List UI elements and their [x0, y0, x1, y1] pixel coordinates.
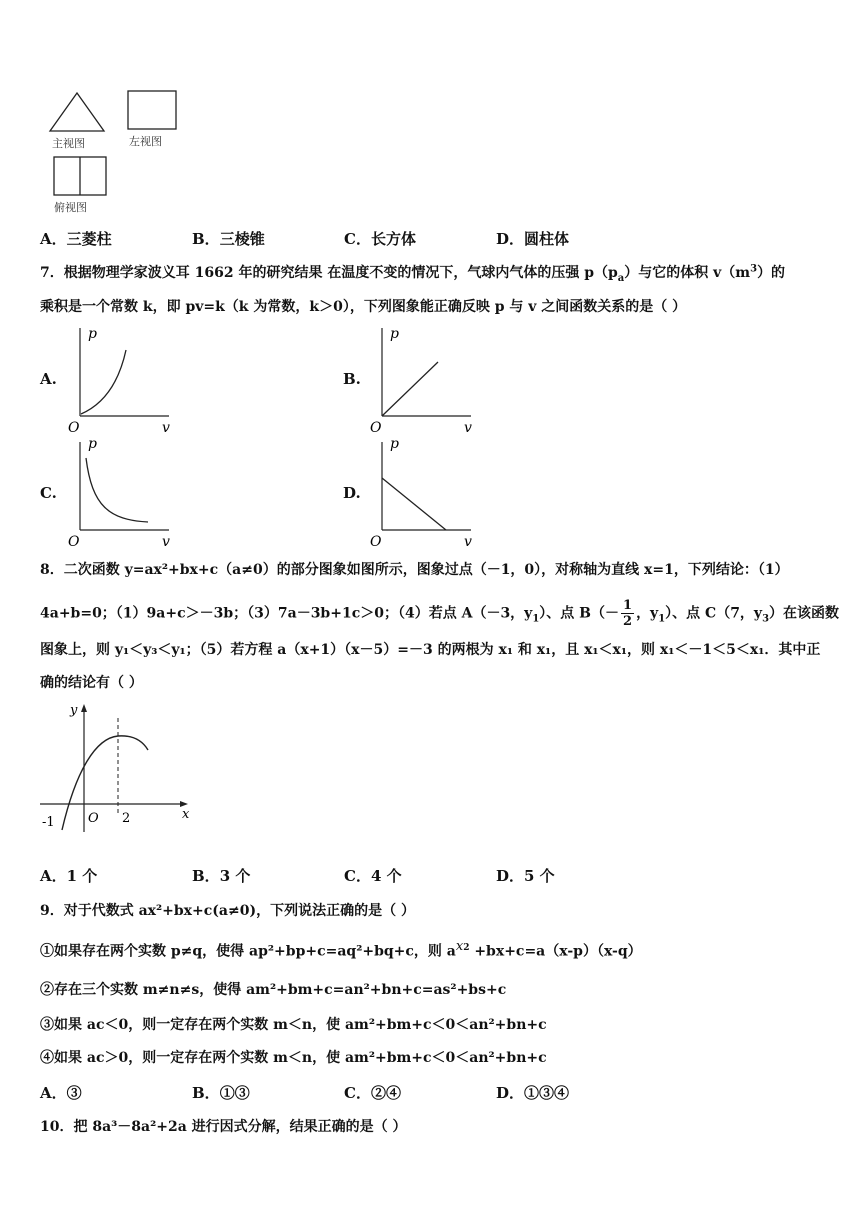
svg-text:O: O: [370, 420, 382, 434]
svg-text:p: p: [390, 326, 399, 342]
axis-y-label: y: [70, 703, 78, 718]
q8-parabola-graph: [36, 700, 201, 838]
q9-option-d: D．①③④: [496, 1084, 570, 1102]
origin-label: O: [88, 811, 99, 826]
svg-text:v: v: [162, 534, 170, 548]
svg-text:p: p: [88, 436, 97, 452]
q8-stem-line2: 4a+b=0；（1）9a+c＞－3b；（3）7a－3b+1c＞0；（4）若点 A（－3，$y_1$）、点 B（－ $\frac{1}{2}$ ，$y_1$）、点 C（7，$y_3$）在该函数: [40, 598, 840, 629]
fraction-one-half: $\frac{1}{2}$: [623, 598, 633, 629]
front-view-caption: 主视图: [52, 137, 85, 150]
axis-v-label: v: [162, 420, 170, 434]
svg-text:O: O: [370, 534, 382, 548]
q6-option-c: C．长方体: [344, 230, 416, 248]
q8-option-a: A．1 个: [40, 867, 98, 885]
q9-statement-4: ④如果 ac＞0，则一定存在两个实数 m＜n，使 am²+bm+c＜0＜an²+bn+c: [40, 1050, 547, 1066]
q6-option-d: D．圆柱体: [496, 230, 570, 248]
svg-text:v: v: [464, 420, 472, 434]
q9-statement-1: ①如果存在两个实数 p≠q，使得 ap²+bp+c=aq²+bq+c，则 $a^{x2} +bx+c=a(x-p)(x-q)$: [40, 939, 642, 960]
axis-p-label: p: [88, 326, 97, 342]
axis-x-label: x: [182, 807, 190, 822]
q7-option-a-label: A.: [40, 370, 57, 388]
q7-graph-a: [64, 322, 176, 434]
q7-option-d-label: D.: [343, 484, 361, 502]
q10-stem: 10．把 8a³－8a²+2a 进行因式分解，结果正确的是（ ）: [40, 1119, 407, 1135]
svg-text:v: v: [464, 534, 472, 548]
q8-option-c: C．4 个: [344, 867, 402, 885]
q9-stem: 9．对于代数式 ax²+bx+c(a≠0)，下列说法正确的是（ ）: [40, 903, 415, 919]
q7-graph-d: [366, 436, 478, 548]
q8-stem-line3: 图象上，则 y₁＜y₃＜y₁；（5）若方程 a（x+1）（x－5）=－3 的两根为 x₁ 和 x₁，且 x₁＜x₁，则 x₁＜－1＜5＜x₁．其中正: [40, 642, 821, 658]
q8-option-b: B．3 个: [192, 867, 251, 885]
q9-option-c: C．②④: [344, 1084, 401, 1102]
q8-stem-line1: 8．二次函数 y=ax²+bx+c（a≠0）的部分图象如图所示，图象过点（－1，0），对称轴为直线 x=1，下列结论：（1）: [40, 562, 789, 578]
q8-option-d: D．5 个: [496, 867, 555, 885]
svg-text:O: O: [68, 534, 80, 548]
tick-neg1-label: -1: [42, 815, 55, 830]
q7-option-c-label: C.: [40, 484, 57, 502]
q7-stem-line1: 7．根据物理学家波义耳 1662 年的研究结果 在温度不变的情况下，气球内气体的压强 $p(p_a)$与它的体积 $v(m^3)$的: [40, 263, 786, 284]
left-view-caption: 左视图: [129, 135, 162, 148]
q9-statement-3: ③如果 ac＜0，则一定存在两个实数 m＜n，使 am²+bm+c＜0＜an²+bn+c: [40, 1017, 547, 1033]
top-view-caption: 俯视图: [54, 201, 87, 214]
q6-option-a: A．三菱柱: [40, 230, 112, 248]
q7-stem-line2: 乘积是一个常数 k，即 pv=k（k 为常数，k＞0），下列图象能正确反映 p 与 v 之间函数关系的是（ ）: [40, 299, 687, 315]
left-view-rectangle: [128, 91, 176, 129]
q7-graph-c: [64, 436, 176, 548]
three-view-figure: [40, 85, 200, 220]
origin-label: O: [68, 420, 80, 434]
q9-statement-2: ②存在三个实数 m≠n≠s，使得 am²+bm+c=an²+bn+c=as²+bs+c: [40, 982, 507, 998]
q8-stem-line4: 确的结论有（ ）: [40, 675, 143, 691]
tick-2-label: 2: [122, 811, 131, 826]
q9-option-b: B．①③: [192, 1084, 250, 1102]
svg-text:p: p: [390, 436, 399, 452]
q7-option-b-label: B.: [343, 370, 361, 388]
q6-option-b: B．三棱锥: [192, 230, 265, 248]
q7-graph-b: [366, 322, 478, 434]
front-view-triangle: [50, 93, 104, 131]
q9-option-a: A．③: [40, 1084, 82, 1102]
